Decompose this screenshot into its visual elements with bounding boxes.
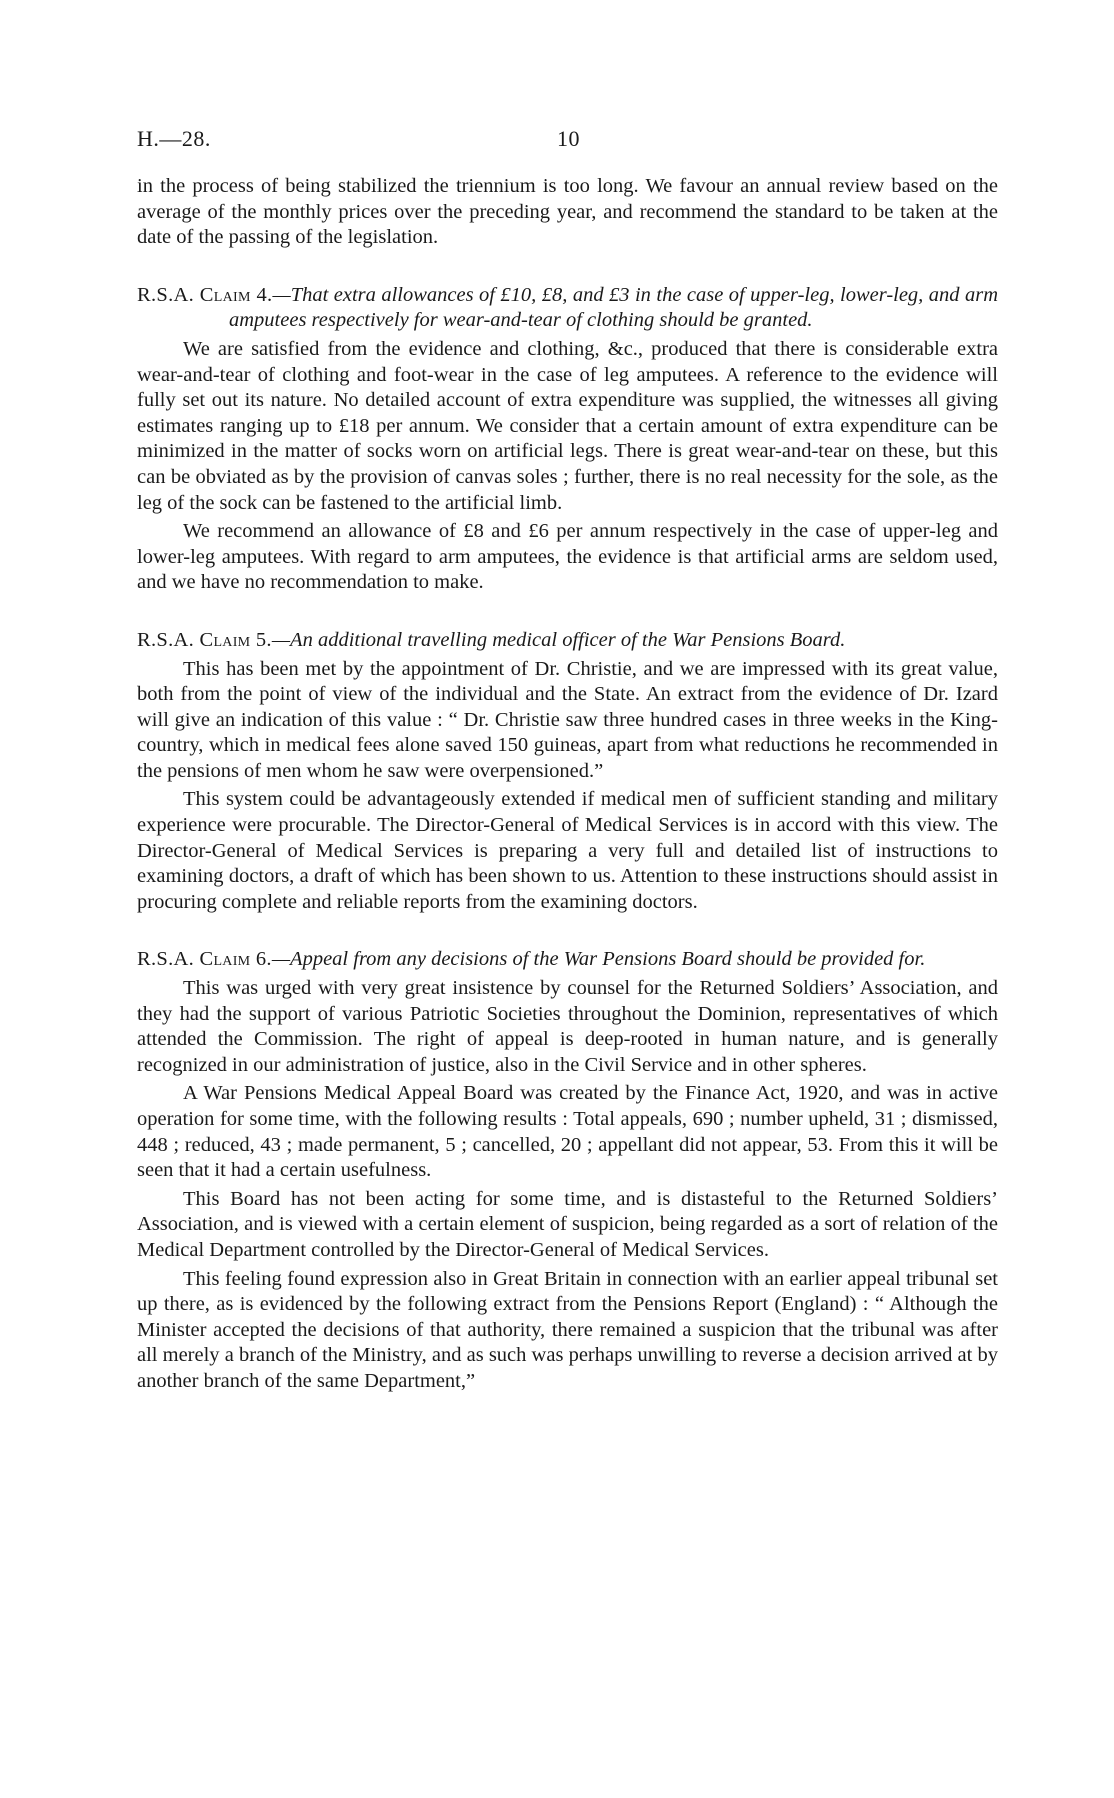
claim-title: —That extra allowances of £10, £8, and £3 in the case of upper-leg, lower-leg, and arm amputees respectively for wear-and-tear of clothing should be granted. [229,283,998,332]
claim-heading [137,628,998,654]
page-number: 10 [557,126,580,151]
claim-title: —An additional travelling medical officer of the War Pensions Board. [271,628,846,651]
paragraph: We are satisfied from the evidence and clothing, &c., produced that there is considerable extra wear-and-tear of clothing and foot-wear in the case of leg amputees. A reference to the evidence will fully set out its nature. No detailed account of extra expenditure was supplied, the witnesses all giving estimates ranging up to £18 per annum. We consider that a certain amount of extra expenditure can be minimized in the matter of socks worn on artificial legs. There is great wear-and-tear on these, but this can be obviated as by the provision of canvas soles ; further, there is no real necessity for the sole, as the leg of the sock can be fastened to the artificial limb. [137,337,998,514]
claim-heading [137,283,998,334]
intro-paragraph: in the process of being stabilized the triennium is too long. We favour an annual review based on the average of the monthly prices over the preceding year, and recommend the standard to be taken at the date of the passing of the legislation. [137,175,998,249]
claim-label: R.S.A. Claim 4. [137,283,273,306]
claim-title: —Appeal from any decisions of the War Pensions Board should be provided for. [271,948,926,971]
document-reference: H.—28. [137,126,211,151]
claim-label: R.S.A. Claim 5. [137,628,272,651]
paragraph: This feeling found expression also in Great Britain in connection with an earlier appeal tribunal set up there, as is evidenced by the following extract from the Pensions Report (England) : “ Although the Minister accepted the decisions of that authority, there remained a suspicion that the tribunal was after all merely a branch of the Ministry, and as such was perhaps unwilling to reverse a decision arrived at by another branch of the same Department,” [137,1267,998,1392]
paragraph: A War Pensions Medical Appeal Board was created by the Finance Act, 1920, and was in active operation for some time, with the following results : Total appeals, 690 ; number upheld, 31 ; dismissed, 448 ; reduced, 43 ; made permanent, 5 ; cancelled, 20 ; appellant did not appear, 53. From this it will be seen that it had a certain usefulness. [137,1082,998,1182]
paragraph: This has been met by the appointment of Dr. Christie, and we are impressed with its great value, both from the point of view of the individual and the State. An extract from the evidence of Dr. Izard will give an indication of this value : “ Dr. Christie saw three hundred cases in three weeks in the King-country, which in medical fees alone saved 150 guineas, apart from what reductions he recommended in the pensions of men whom he saw were overpensioned.” [137,657,998,782]
claim-heading [137,947,998,973]
paragraph: We recommend an allowance of £8 and £6 per annum respectively in the case of upper-leg and lower-leg amputees. With regard to arm amputees, the evidence is that artificial arms are seldom used, and we have no recommendation to make. [137,520,998,594]
paragraph: This system could be advantageously extended if medical men of sufficient standing and military experience were procurable. The Director-General of Medical Services is in accord with this view. The Director-General of Medical Services is preparing a very full and detailed list of instructions to examining doctors, a draft of which has been shown to us. Attention to these instructions should assist in procuring complete and reliable reports from the examining doctors. [137,788,998,913]
claim-section-4 [137,283,998,596]
page-body [137,174,998,1395]
claim-label: R.S.A. Claim 6. [137,948,272,971]
paragraph: This Board has not been acting for some time, and is distasteful to the Returned Soldiers’ Association, and is viewed with a certain element of suspicion, being regarded as a sort of relation of the Medical Department controlled by the Director-General of Medical Services. [137,1187,998,1261]
claim-section-5 [137,628,998,916]
claim-section-6 [137,947,998,1394]
paragraph: This was urged with very great insistence by counsel for the Returned Soldiers’ Association, and they had the support of various Patriotic Societies throughout the Dominion, representatives of which attended the Commission. The right of appeal is deep-rooted in human nature, and is generally recognized in our administration of justice, also in the Civil Service and in other spheres. [137,977,998,1076]
